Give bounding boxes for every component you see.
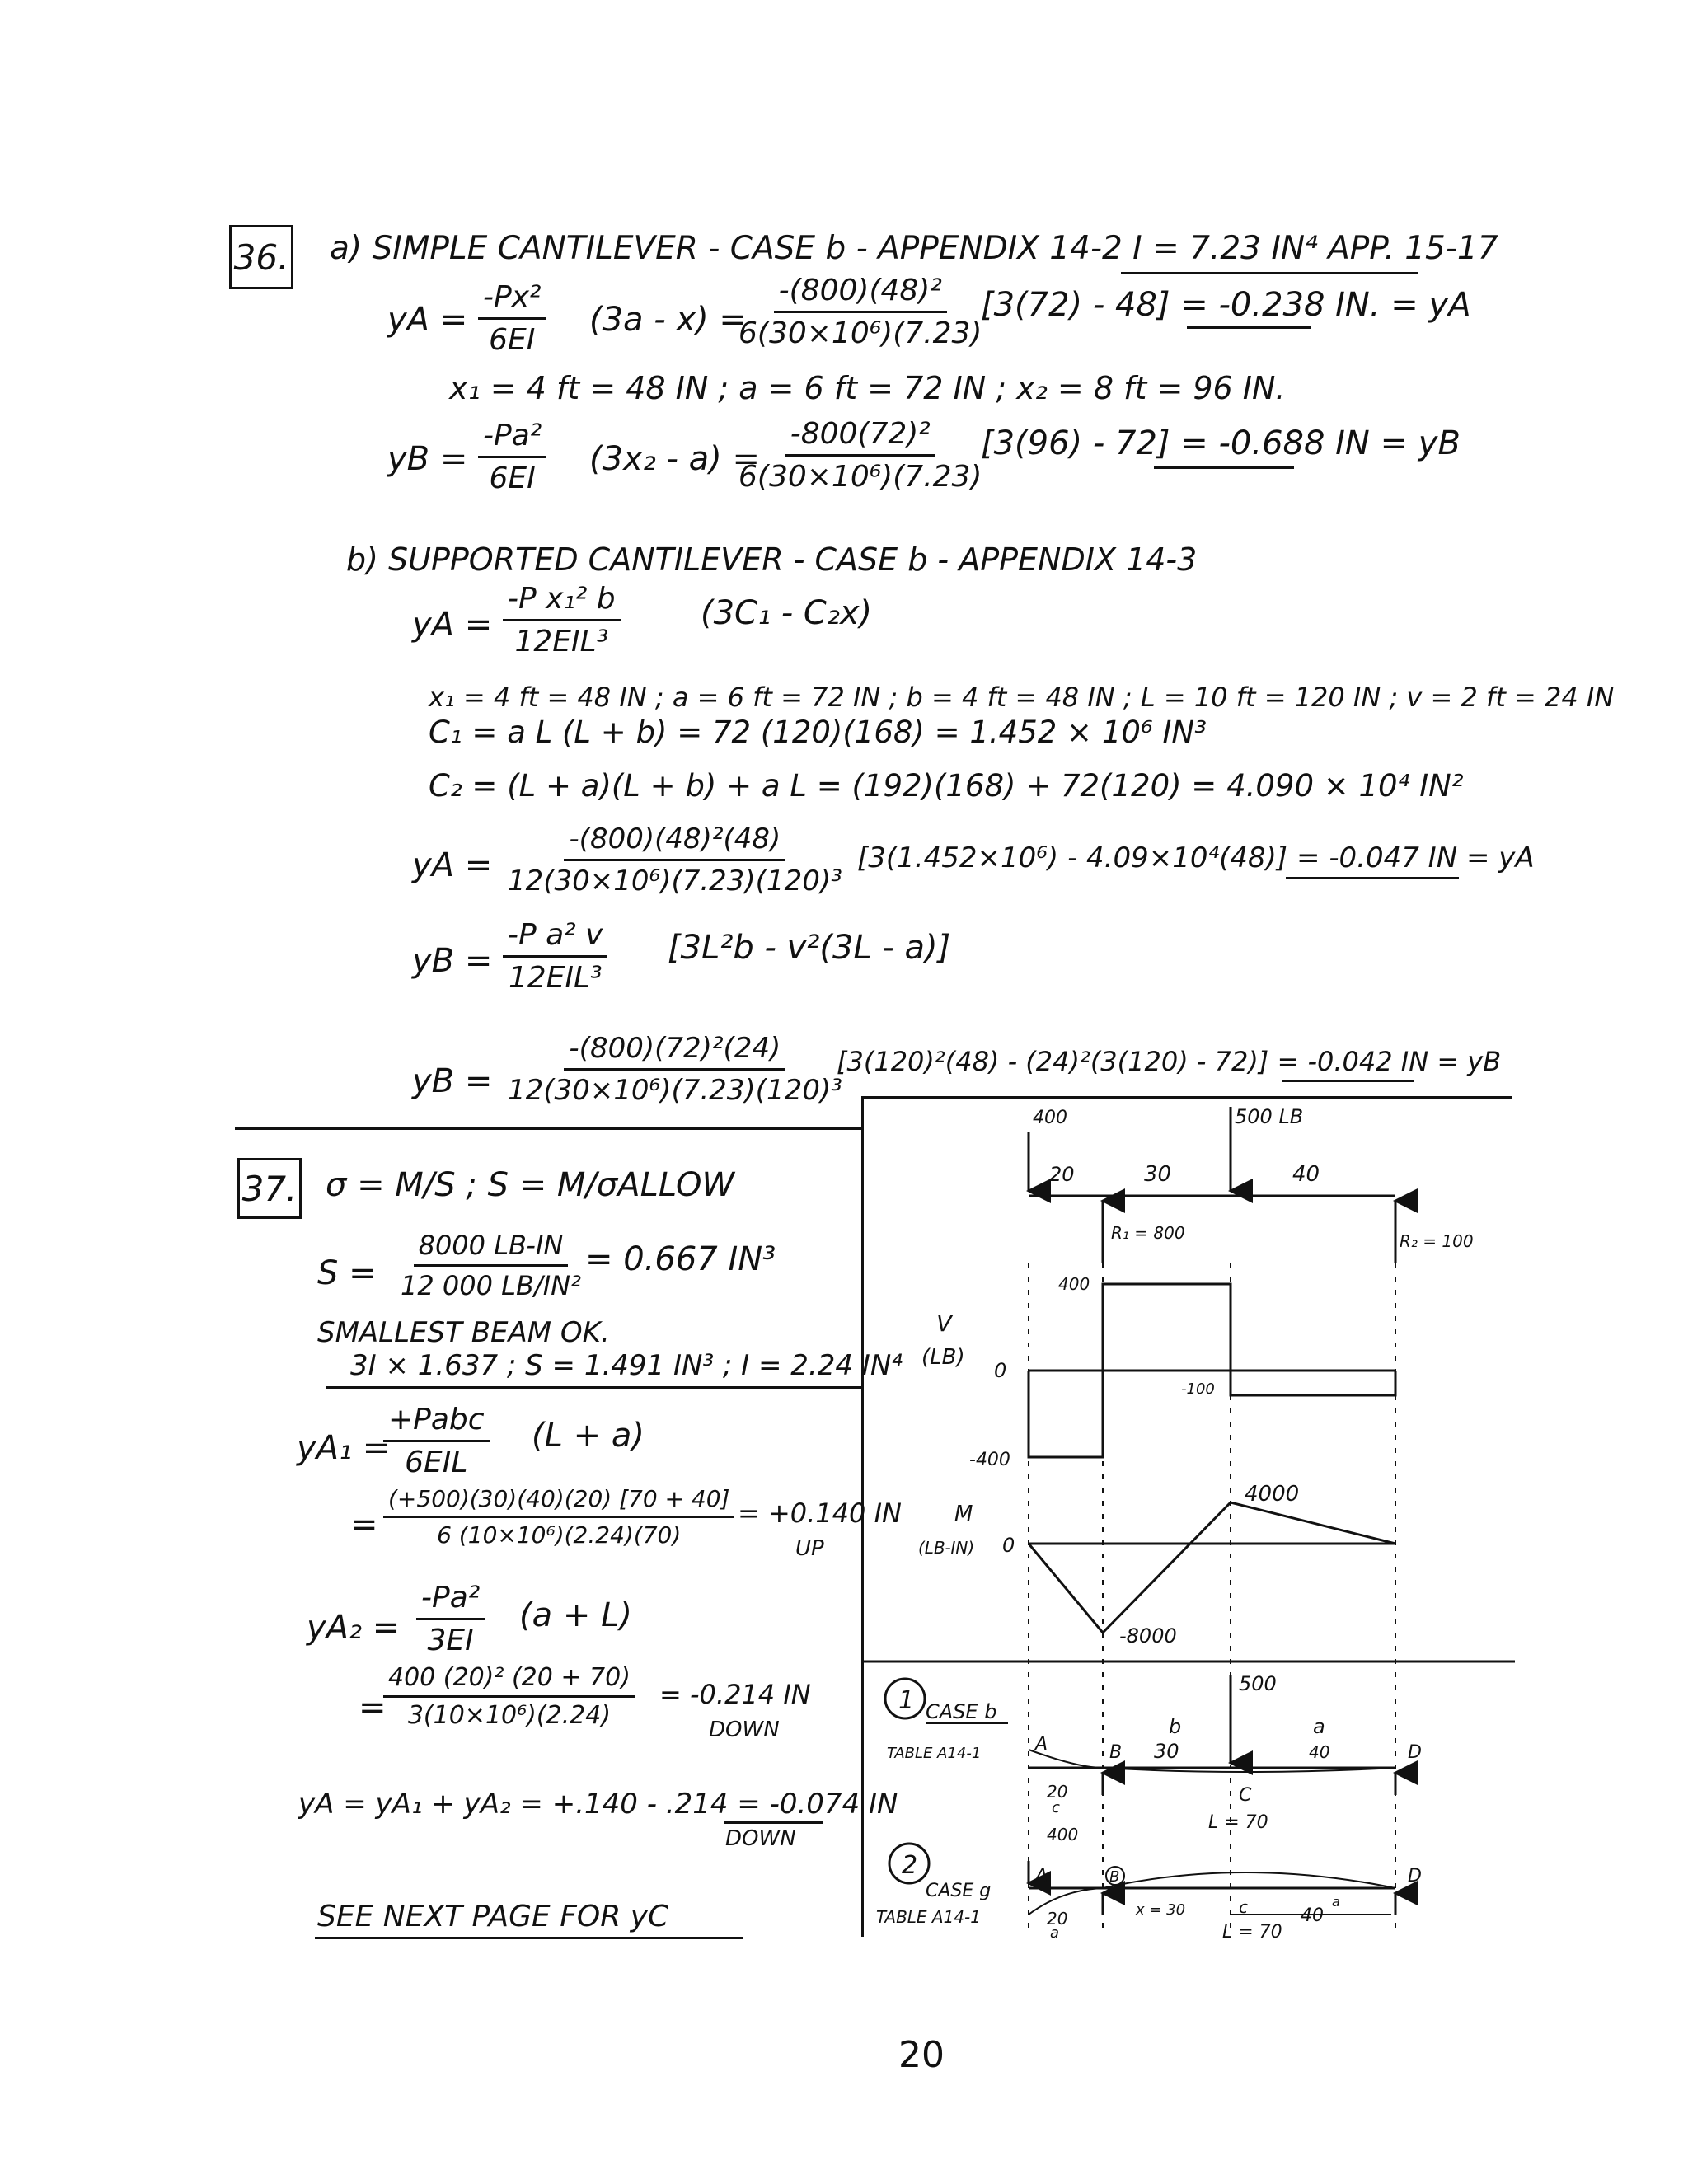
p37-yA1-denominator: 6EIL — [405, 1446, 468, 1479]
b-yB-fraction — [503, 918, 607, 995]
case-1-A-label: A — [1035, 1734, 1048, 1755]
case-1-diagram — [885, 1672, 1422, 1844]
case-1-B-label: B — [1109, 1742, 1123, 1763]
b-yB-numerator: -P a² v — [503, 918, 607, 958]
p37-yA1-direction: UP — [795, 1536, 824, 1561]
p37-see-next: SEE NEXT PAGE FOR yC — [317, 1900, 669, 1933]
p37-s-denominator: 12 000 LB/IN² — [401, 1270, 581, 1301]
case-1-C-label: C — [1239, 1785, 1252, 1806]
span-40-label: 40 — [1292, 1162, 1320, 1187]
p37-yA2-denominator: 3EI — [427, 1624, 474, 1657]
b-yB-denominator: 12EIL³ — [508, 961, 603, 995]
beam-diagram — [864, 1099, 1515, 1939]
a-yA-numerator: -Px² — [478, 280, 546, 320]
p37-yA2-direction: DOWN — [709, 1718, 780, 1742]
a-yB-result-underline — [1154, 466, 1294, 469]
b-yB-rhs: [3L²b - v²(3L - a)] — [668, 929, 951, 967]
p37-yA2-eq: = — [359, 1689, 387, 1727]
case-2-case: CASE g — [926, 1881, 992, 1901]
load-500-label: 500 LB — [1235, 1105, 1304, 1128]
case-1-D-label: D — [1408, 1742, 1422, 1763]
a-yB-denominator: 6EI — [489, 462, 536, 495]
p37-beam: 3I × 1.637 ; S = 1.491 IN³ ; I = 2.24 IN⁴ — [350, 1349, 903, 1382]
a-yA-denominator-2: 6(30×10⁶)(7.23) — [738, 316, 982, 350]
p37-yA2-lhs: yA₂ = — [307, 1609, 401, 1647]
b-yA2-result-underline — [1286, 877, 1459, 879]
a-yA-lhs: yA = — [387, 301, 468, 339]
moment-unit-label: (LB-IN) — [918, 1538, 975, 1558]
case-1-number: 1 — [898, 1686, 915, 1715]
p37-s-result: = 0.667 IN³ — [585, 1240, 776, 1278]
b-yB2-result-underline — [1282, 1080, 1414, 1082]
p37-yA2-numerator-2: 400 (20)² (20 + 70) — [383, 1663, 635, 1698]
case-1-c-label: c — [1052, 1799, 1060, 1816]
a-yB-numerator-2: -800(72)² — [785, 417, 935, 457]
b-yB2-fraction — [503, 1032, 847, 1107]
b-definitions: x₁ = 4 ft = 48 IN ; a = 6 ft = 72 IN ; b = 4 ft = 48 IN ; L = 10 ft = 120 IN ; v = 2 ft = 24 IN — [429, 682, 1615, 713]
p37-beam-underline — [326, 1386, 861, 1389]
problem-36a-title: a) SIMPLE CANTILEVER - CASE b - APPENDIX 14-2 I = 7.23 IN⁴ APP. 15-17 — [330, 230, 1498, 267]
reaction-r2-label: R₂ = 100 — [1400, 1231, 1474, 1251]
moment-zero-label: 0 — [1002, 1534, 1015, 1557]
p37-yA1-fraction-2 — [383, 1485, 734, 1549]
shear-400-label: 400 — [1058, 1274, 1090, 1294]
case-2-20-label: 20 — [1047, 1909, 1068, 1929]
b-yA-numerator: -P x₁² b — [503, 582, 621, 621]
span-30-label: 30 — [1144, 1162, 1172, 1187]
p37-yA1-lhs: yA₁ = — [297, 1429, 391, 1467]
p37-yA2-result: = -0.214 IN — [659, 1679, 811, 1710]
p37-sigma: σ = M/S ; S = M/σALLOW — [326, 1166, 734, 1204]
a-yA-result-underline — [1187, 326, 1311, 329]
p37-yA2-fraction-2 — [383, 1663, 635, 1730]
beam-load-diagram — [1029, 1105, 1474, 1263]
a-yA-fraction-2 — [734, 274, 987, 350]
case-1-40-label: 40 — [1309, 1742, 1330, 1762]
b-yB2-numerator: -(800)(72)²(24) — [564, 1032, 785, 1071]
case-1-L-label: L = 70 — [1208, 1812, 1268, 1833]
a-yA-denominator: 6EI — [489, 323, 536, 357]
p37-s-fraction — [396, 1230, 586, 1301]
b-c2: C₂ = (L + a)(L + b) + a L = (192)(168) + 72(120) = 4.090 × 10⁴ IN² — [429, 768, 1464, 804]
b-yA2-numerator: -(800)(48)²(48) — [564, 823, 785, 861]
b-yA2-result: [3(1.452×10⁶) - 4.09×10⁴(48)] = -0.047 IN = yA — [857, 841, 1535, 874]
p37-yA2-denominator-2: 3(10×10⁶)(2.24) — [407, 1701, 612, 1730]
shear-unit-label: (LB) — [921, 1345, 965, 1370]
page-number: 20 — [898, 2034, 945, 2076]
a-yB-result: [3(96) - 72] = -0.688 IN = yB — [981, 424, 1461, 462]
a-yA-fraction — [478, 280, 546, 357]
case-2-deflection — [1029, 1872, 1395, 1915]
case-2-table: TABLE A14-1 — [876, 1907, 981, 1927]
case-1-500-label: 500 — [1239, 1672, 1277, 1695]
b-yB2-result: [3(120)²(48) - (24)²(3(120) - 72)] = -0.042 IN = yB — [837, 1046, 1502, 1077]
a-yA-result: [3(72) - 48] = -0.238 IN. = yA — [981, 286, 1471, 324]
shear-v-label: V — [936, 1310, 953, 1337]
shear-diagram — [921, 1274, 1395, 1470]
case-2-a-label: a — [1050, 1924, 1060, 1939]
section-divider-left — [235, 1127, 861, 1130]
p37-yA2-fraction — [416, 1581, 485, 1657]
case-1-30-label: 30 — [1154, 1740, 1179, 1763]
p37-yA1-numerator: +Pabc — [383, 1403, 490, 1442]
case-1-table: TABLE A14-1 — [887, 1745, 982, 1762]
problem-37-number: 37. — [237, 1158, 302, 1219]
case-2-D-label: D — [1408, 1866, 1422, 1886]
b-c1: C₁ = a L (L + b) = 72 (120)(168) = 1.452 × 10⁶ IN³ — [429, 715, 1207, 750]
a-yB-denominator-2: 6(30×10⁶)(7.23) — [738, 460, 982, 494]
moment-4000-label: 4000 — [1245, 1482, 1300, 1507]
a-yB-lhs: yB = — [387, 440, 468, 478]
case-1-case: CASE b — [926, 1700, 997, 1723]
p37-s-lhs: S = — [317, 1254, 377, 1292]
a-yB-fraction-2 — [734, 417, 987, 494]
moment-curve — [1029, 1502, 1395, 1633]
b-yA2-lhs: yA = — [412, 846, 493, 884]
a-definitions: x₁ = 4 ft = 48 IN ; a = 6 ft = 72 IN ; x₂ = 8 ft = 96 IN. — [449, 370, 1286, 406]
p37-yA1-rhs: (L + a) — [532, 1417, 645, 1455]
p37-yA-total-underline — [724, 1821, 823, 1824]
b-yA-rhs: (3C₁ - C₂x) — [701, 594, 873, 632]
reaction-r1-label: R₁ = 800 — [1111, 1223, 1185, 1243]
p37-yA1-fraction — [383, 1403, 490, 1479]
problem-36-number: 36. — [229, 225, 293, 289]
a-yB-fraction — [478, 419, 546, 495]
case-2-a-sup-label: a — [1332, 1894, 1340, 1910]
p37-s-numerator: 8000 LB-IN — [414, 1230, 569, 1267]
a-yA-mid: (3a - x) = — [589, 301, 747, 339]
problem-36b-title: b) SUPPORTED CANTILEVER - CASE b - APPENDIX 14-3 — [346, 541, 1198, 578]
case-2-40-label: 40 — [1301, 1905, 1324, 1926]
case-2-A-label: A — [1035, 1866, 1048, 1886]
b-yB-lhs: yB = — [412, 942, 493, 980]
moment-m-label: M — [954, 1502, 973, 1526]
p37-see-next-underline — [315, 1937, 743, 1939]
moment-m8000-label: -8000 — [1119, 1624, 1177, 1647]
b-yA-lhs: yA = — [412, 606, 493, 644]
moment-diagram — [918, 1482, 1395, 1647]
shear-m100-label: -100 — [1181, 1380, 1215, 1398]
shear-m400-label: -400 — [969, 1450, 1010, 1470]
p37-yA1-eq: = — [350, 1506, 378, 1544]
case-1-20-label: 20 — [1047, 1782, 1068, 1802]
case-2-diagram — [876, 1844, 1422, 1939]
case-2-c-label: c — [1239, 1897, 1248, 1917]
case-1-a-label: a — [1313, 1715, 1325, 1738]
case-2-number: 2 — [902, 1851, 918, 1880]
p37-yA-total: yA = yA₁ + yA₂ = +.140 - .214 = -0.074 IN — [298, 1788, 898, 1821]
p37-yA1-numerator-2: (+500)(30)(40)(20) [70 + 40] — [383, 1485, 734, 1518]
case-2-B-label: B — [1109, 1868, 1120, 1886]
p37-yA2-rhs: (a + L) — [519, 1596, 632, 1634]
b-yA2-fraction — [503, 823, 847, 898]
b-yB2-lhs: yB = — [412, 1062, 493, 1100]
a-yA-numerator-2: -(800)(48)² — [774, 274, 947, 313]
shear-zero-label: 0 — [994, 1359, 1007, 1382]
case-2-L-label: L = 70 — [1222, 1922, 1282, 1939]
p37-yA1-denominator-2: 6 (10×10⁶)(2.24)(70) — [437, 1521, 682, 1549]
case-2-x-label: x = 30 — [1136, 1901, 1186, 1919]
b-yA-denominator: 12EIL³ — [514, 625, 609, 658]
inertia-underline — [1121, 272, 1418, 274]
span-20-label: 20 — [1049, 1163, 1075, 1186]
a-yB-mid: (3x₂ - a) = — [589, 440, 760, 478]
p37-yA2-numerator: -Pa² — [416, 1581, 485, 1620]
b-yA2-denominator: 12(30×10⁶)(7.23)(120)³ — [508, 865, 842, 898]
b-yA-fraction — [503, 582, 621, 658]
case-1-400-label: 400 — [1047, 1825, 1079, 1844]
p37-yA1-result: = +0.140 IN — [738, 1497, 902, 1529]
b-yB2-denominator: 12(30×10⁶)(7.23)(120)³ — [508, 1074, 842, 1107]
load-400-label: 400 — [1033, 1108, 1067, 1128]
a-yB-numerator: -Pa² — [478, 419, 546, 458]
p37-yA-total-direction: DOWN — [725, 1826, 796, 1851]
p37-smallest: SMALLEST BEAM OK. — [317, 1316, 610, 1349]
case-1-b-label: b — [1169, 1715, 1182, 1738]
